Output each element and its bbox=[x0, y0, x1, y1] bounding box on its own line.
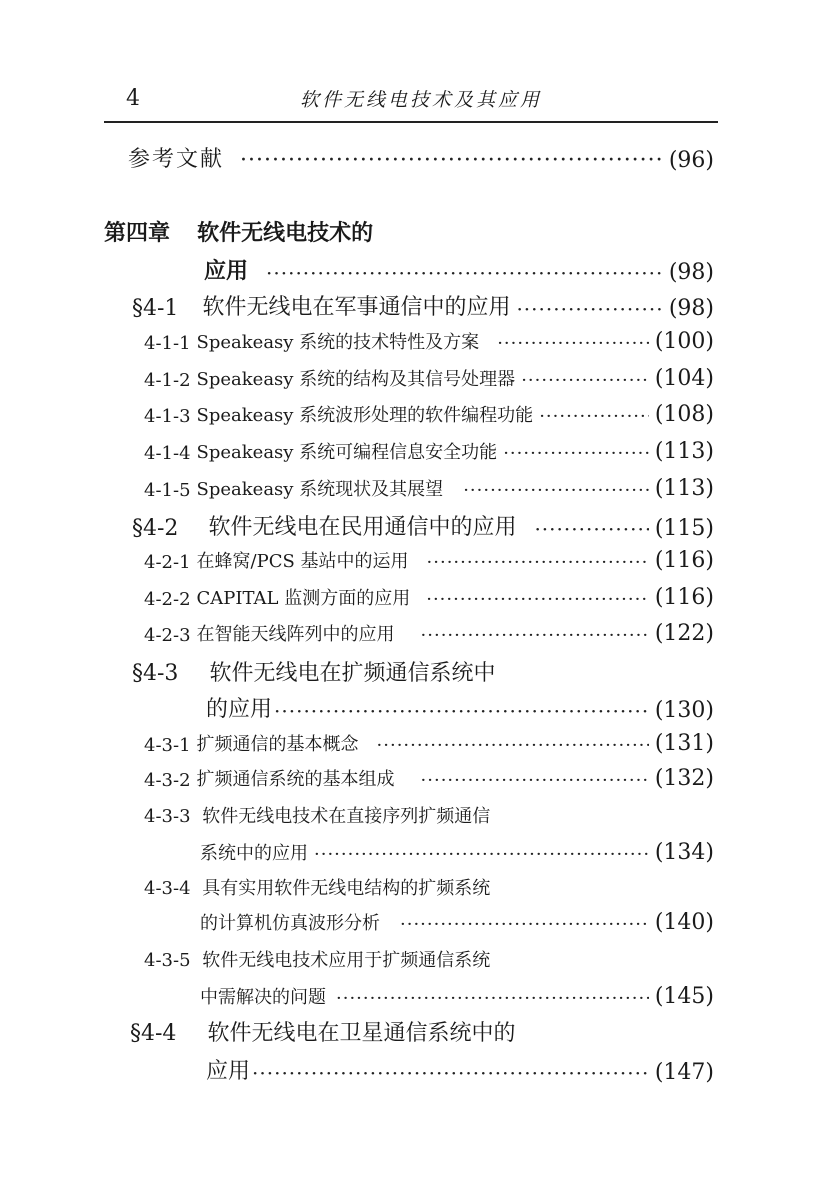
subsection-title: Speakeasy 系统的结构及其信号处理器 bbox=[196, 369, 516, 390]
page-number: 4 bbox=[126, 86, 140, 111]
toc-page: (113) bbox=[654, 476, 714, 501]
chapter-number: 第四章 bbox=[104, 221, 171, 246]
toc-page: (116) bbox=[654, 585, 714, 610]
dot-leader bbox=[421, 770, 649, 791]
toc-section-4-4-line1[interactable] bbox=[130, 1016, 515, 1047]
subsection-title: 扩频通信系统的基本组成 bbox=[196, 769, 395, 790]
subsection-number: 4-2-3 bbox=[144, 625, 191, 646]
subsection-number: 4-3-5 bbox=[144, 950, 191, 971]
subsection-title: 软件无线电技术应用于扩频通信系统 bbox=[202, 950, 491, 971]
toc-section-4-1[interactable] bbox=[132, 290, 714, 321]
toc-page: (108) bbox=[654, 402, 714, 427]
subsection-title: 软件无线电技术在直接序列扩频通信 bbox=[202, 806, 491, 827]
toc-subsection-4-3-5-line1[interactable] bbox=[144, 946, 490, 972]
dot-leader bbox=[521, 370, 649, 391]
toc-subsection-4-3-4-line1[interactable] bbox=[144, 874, 490, 900]
toc-subsection-4-3-4-line2[interactable] bbox=[200, 909, 714, 935]
dot-leader bbox=[314, 844, 649, 865]
subsection-number: 4-2-2 bbox=[144, 589, 191, 610]
toc-subsection-4-2-3[interactable] bbox=[144, 620, 714, 646]
subsection-number: 4-1-5 bbox=[144, 480, 191, 501]
dot-leader bbox=[274, 699, 649, 723]
toc-page: (132) bbox=[654, 766, 714, 791]
subsection-number: 4-2-1 bbox=[144, 552, 191, 573]
toc-page: (96) bbox=[668, 148, 714, 173]
toc-subsection-4-3-5-line2[interactable] bbox=[200, 983, 714, 1009]
toc-page: (147) bbox=[654, 1060, 714, 1085]
dot-leader bbox=[266, 261, 663, 285]
dot-leader bbox=[539, 406, 649, 427]
toc-subsection-4-2-2[interactable] bbox=[144, 584, 714, 610]
toc-subsection-4-3-3-line2[interactable] bbox=[200, 839, 714, 865]
subsection-title: 在蜂窝/PCS 基站中的运用 bbox=[196, 551, 409, 572]
toc-subsection-4-1-3[interactable] bbox=[144, 401, 714, 427]
toc-page: (115) bbox=[654, 516, 714, 541]
dot-leader bbox=[426, 589, 649, 610]
header-rule bbox=[104, 121, 718, 123]
subsection-number: 4-3-3 bbox=[144, 806, 191, 827]
toc-page: (98) bbox=[668, 296, 714, 321]
subsection-number: 4-1-4 bbox=[144, 443, 191, 464]
toc-page: (113) bbox=[654, 439, 714, 464]
toc-entry-references[interactable] bbox=[128, 142, 714, 173]
toc-subsection-4-1-1[interactable] bbox=[144, 328, 714, 354]
toc-section-4-4-line2[interactable] bbox=[206, 1054, 714, 1085]
dot-leader bbox=[497, 333, 649, 354]
subsection-title: 在智能天线阵列中的应用 bbox=[196, 624, 395, 645]
toc-page: (140) bbox=[654, 910, 714, 935]
subsection-title: Speakeasy 系统现状及其展望 bbox=[196, 479, 444, 500]
toc-subsection-4-1-2[interactable] bbox=[144, 365, 714, 391]
toc-section-4-3-line1[interactable] bbox=[132, 656, 495, 687]
subsection-title: CAPITAL 监测方面的应用 bbox=[196, 588, 411, 609]
toc-page: (100) bbox=[654, 329, 714, 354]
dot-leader bbox=[503, 443, 649, 464]
subsection-title: 扩频通信的基本概念 bbox=[196, 734, 359, 755]
section-number: §4-1 bbox=[132, 296, 179, 321]
toc-page: (116) bbox=[654, 548, 714, 573]
running-header-title: 软件无线电技术及其应用 bbox=[300, 89, 543, 111]
toc-subsection-4-3-1[interactable] bbox=[144, 730, 714, 756]
subsection-title: Speakeasy 系统的技术特性及方案 bbox=[196, 332, 480, 353]
chapter-title-cont: 应用 bbox=[204, 259, 249, 284]
toc-subsection-4-1-4[interactable] bbox=[144, 438, 714, 464]
section-title-cont: 应用 bbox=[206, 1059, 251, 1084]
dot-leader bbox=[427, 552, 649, 573]
subsection-title: 具有实用软件无线电结构的扩频系统 bbox=[202, 878, 491, 899]
toc-section-4-2[interactable] bbox=[132, 510, 714, 541]
toc-page: (134) bbox=[654, 840, 714, 865]
subsection-number: 4-1-2 bbox=[144, 370, 191, 391]
subsection-number: 4-3-4 bbox=[144, 878, 191, 899]
toc-subsection-4-1-5[interactable] bbox=[144, 475, 714, 501]
dot-leader bbox=[534, 517, 648, 541]
section-title: 软件无线电在民用通信中的应用 bbox=[208, 515, 517, 540]
toc-subsection-4-2-1[interactable] bbox=[144, 547, 714, 573]
subsection-title-cont: 中需解决的问题 bbox=[200, 987, 326, 1008]
dot-leader bbox=[421, 625, 649, 646]
dot-leader bbox=[516, 297, 662, 321]
subsection-number: 4-3-1 bbox=[144, 735, 191, 756]
dot-leader bbox=[463, 480, 649, 501]
subsection-number: 4-3-2 bbox=[144, 770, 191, 791]
section-number: §4-2 bbox=[132, 516, 179, 541]
dot-leader bbox=[252, 1061, 649, 1085]
chapter-title: 软件无线电技术的 bbox=[197, 221, 374, 246]
toc-page: (98) bbox=[668, 260, 714, 285]
dot-leader bbox=[377, 735, 649, 756]
toc-section-4-3-line2[interactable] bbox=[206, 692, 714, 723]
toc-page: (122) bbox=[654, 621, 714, 646]
toc-page: (130) bbox=[654, 698, 714, 723]
section-title-cont: 的应用 bbox=[206, 697, 273, 722]
toc-page: (104) bbox=[654, 366, 714, 391]
section-number: §4-4 bbox=[130, 1021, 177, 1046]
toc-chapter-4-line2[interactable] bbox=[204, 254, 714, 285]
toc-chapter-4-line1[interactable] bbox=[104, 216, 373, 247]
subsection-title: Speakeasy 系统波形处理的软件编程功能 bbox=[196, 405, 534, 426]
subsection-number: 4-1-3 bbox=[144, 406, 191, 427]
dot-leader bbox=[400, 914, 649, 935]
toc-label: 参考文献 bbox=[128, 147, 225, 172]
section-title: 软件无线电在扩频通信系统中 bbox=[209, 661, 496, 686]
toc-subsection-4-3-2[interactable] bbox=[144, 765, 714, 791]
toc-subsection-4-3-3-line1[interactable] bbox=[144, 802, 490, 828]
toc-page: (145) bbox=[654, 984, 714, 1009]
dot-leader bbox=[240, 148, 663, 173]
section-number: §4-3 bbox=[132, 661, 179, 686]
subsection-title-cont: 的计算机仿真波形分析 bbox=[200, 913, 380, 934]
subsection-number: 4-1-1 bbox=[144, 333, 191, 354]
subsection-title: Speakeasy 系统可编程信息安全功能 bbox=[196, 442, 498, 463]
section-title: 软件无线电在军事通信中的应用 bbox=[202, 295, 511, 320]
section-title: 软件无线电在卫星通信系统中的 bbox=[207, 1021, 516, 1046]
dot-leader bbox=[336, 988, 649, 1009]
subsection-title-cont: 系统中的应用 bbox=[200, 843, 308, 864]
toc-page: (131) bbox=[654, 731, 714, 756]
